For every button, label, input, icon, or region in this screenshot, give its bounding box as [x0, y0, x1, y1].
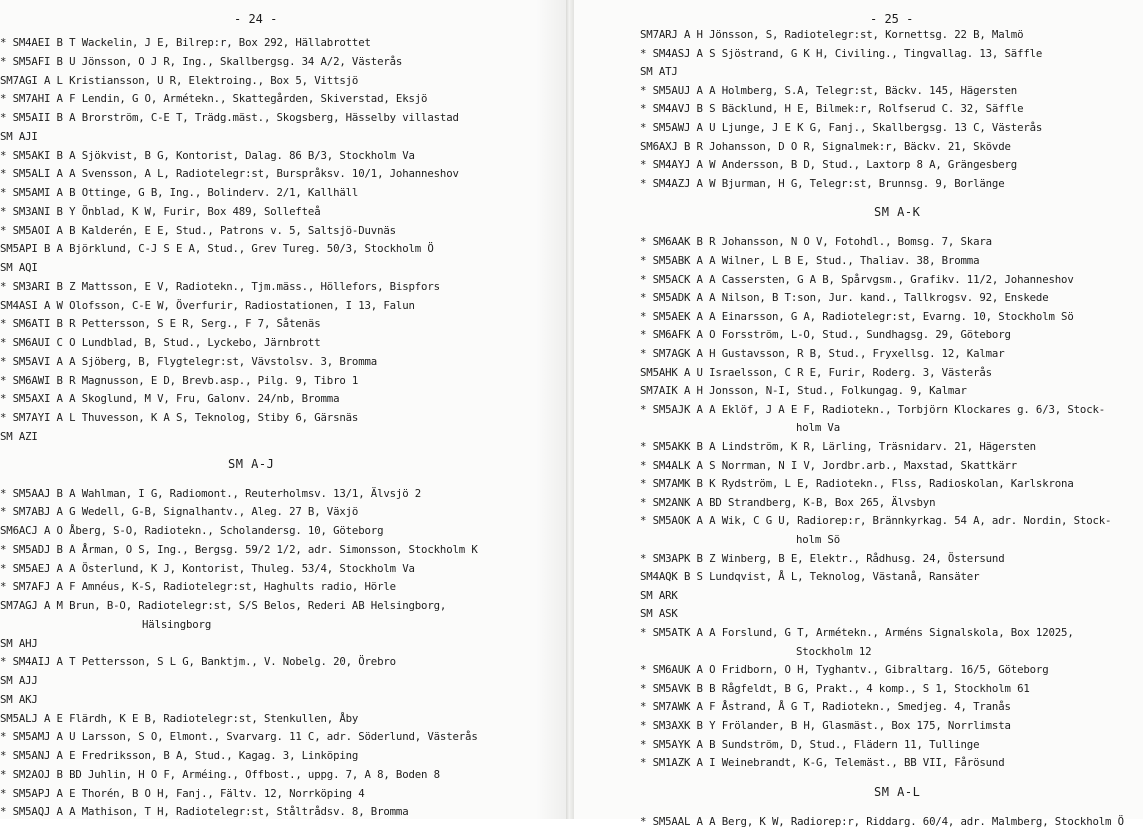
directory-entry: SM6ACJ A O Åberg, S-O, Radiotekn., Scholandersg. 10, Göteborg [0, 524, 384, 537]
directory-entry: * SM7AFJ A F Amnéus, K-S, Radiotelegr:st, Haghults radio, Hörle [0, 580, 396, 594]
directory-entry: * SM5AYK A B Sundström, D, Stud., Flädern 11, Tullinge [640, 737, 980, 751]
directory-entry: SM5AHK A U Israelsson, C R E, Furir, Roderg. 3, Västerås [640, 365, 992, 379]
page-shadow [536, 0, 566, 819]
directory-entry: * SM5AVK B B Rågfeldt, B G, Prakt., 4 komp., S 1, Stockholm 61 [640, 681, 1030, 695]
entry-continuation: holm Sö [796, 533, 840, 546]
directory-entry: * SM5AAL A A Berg, K W, Radiorep:r, Riddarg. 60/4, adr. Malmberg, Stockholm Ö [640, 814, 1124, 828]
directory-entry: * SM7AYI A L Thuvesson, K A S, Teknolog, Stiby 6, Gärsnäs [0, 411, 359, 424]
directory-entry: * SM7AWK A F Åstrand, Å G T, Radiotekn., Smedjeg. 4, Tranås [640, 700, 1011, 714]
directory-entry: SM AJJ [0, 674, 38, 687]
directory-entry: * SM6ATI B R Pettersson, S E R, Serg., F 7, Såtenäs [0, 317, 321, 331]
entry-continuation: Stockholm 12 [796, 644, 872, 658]
directory-entry: * SM5AAJ B A Wahlman, I G, Radiomont., Reuterholmsv. 13/1, Älvsjö 2 [0, 486, 422, 500]
directory-entry: * SM5AXI A A Skoglund, M V, Fru, Galonv. 24/nb, Bromma [0, 392, 340, 406]
directory-entry: * SM6AAK B R Johansson, N O V, Fotohdl., Bomsg. 7, Skara [640, 235, 992, 249]
entry-continuation: holm Va [796, 421, 840, 435]
directory-entry: SM5API B A Björklund, C-J S E A, Stud., Grev Tureg. 50/3, Stockholm Ö [0, 242, 434, 256]
directory-entry: * SM5ADK A A Nilson, B T:son, Jur. kand., Tallkrogsv. 92, Enskede [640, 291, 1049, 305]
book-gutter [566, 0, 574, 819]
directory-entry: * SM5ABK A A Wilner, L B E, Stud., Thaliav. 38, Bromma [640, 254, 980, 267]
directory-entry: * SM4AIJ A T Pettersson, S L G, Banktjm., V. Nobelg. 20, Örebro [0, 655, 396, 669]
directory-entry: * SM5AUJ A A Holmberg, S.A, Telegr:st, Bäckv. 145, Hägersten [640, 83, 1018, 97]
directory-entry: * SM3ARI B Z Mattsson, E V, Radiotekn., Tjm.mäss., Höllefors, Bispfors [0, 279, 440, 293]
page-number: - 25 - [870, 12, 914, 26]
directory-entry: * SM1AZK A I Weinebrandt, K-G, Telemäst., BB VII, Fårösund [640, 756, 1005, 770]
directory-entry: * SM5AKI B A Sjökvist, B G, Kontorist, Dalag. 86 B/3, Stockholm Va [0, 148, 415, 162]
directory-entry: * SM5AMJ A U Larsson, S O, Elmont., Svarvarg. 11 C, adr. Söderlund, Västerås [0, 730, 478, 744]
directory-entry: * SM5ADJ B A Årman, O S, Ing., Bergsg. 59/2 1/2, adr. Simonsson, Stockholm K [0, 542, 478, 556]
directory-entry: SM AZI [0, 429, 38, 443]
directory-entry: SM ARK [640, 588, 678, 602]
directory-entry: SM7AGI A L Kristiansson, U R, Elektroing., Box 5, Vittsjö [0, 73, 359, 87]
directory-entry: SM ASK [640, 607, 678, 621]
directory-entry: * SM7ABJ A G Wedell, G-B, Signalhantv., Aleg. 27 B, Växjö [0, 505, 359, 519]
directory-entry: * SM2AOJ B BD Juhlin, H O F, Arméing., Offbost., uppg. 7, A 8, Boden 8 [0, 767, 440, 781]
directory-entry: * SM6AUK A O Fridborn, O H, Tyghantv., Gibraltarg. 16/5, Göteborg [640, 663, 1049, 677]
directory-entry: * SM5ACK A A Cassersten, G A B, Spårvgsm., Grafikv. 11/2, Johanneshov [640, 272, 1074, 286]
directory-entry: * SM5ATK A A Forslund, G T, Armétekn., Arméns Signalskola, Box 12025, [640, 626, 1074, 639]
directory-entry: * SM5APJ A E Thorén, B O H, Fanj., Fältv. 12, Norrköping 4 [0, 786, 365, 800]
directory-entry: * SM5AWJ A U Ljunge, J E K G, Fanj., Skallbergsg. 13 C, Västerås [640, 121, 1043, 134]
directory-entry: * SM7AGK A H Gustavsson, R B, Stud., Fryxellsg. 12, Kalmar [640, 347, 1005, 360]
directory-entry: SM ATJ [640, 65, 678, 79]
directory-entry: * SM3APK B Z Winberg, B E, Elektr., Rådhusg. 24, Östersund [640, 551, 1005, 565]
directory-entry: * SM6AFK A O Forsström, L-O, Stud., Sundhagsg. 29, Göteborg [640, 328, 1011, 342]
directory-entry: * SM4ALK A S Norrman, N I V, Jordbr.arb., Maxstad, Skattkärr [640, 458, 1018, 472]
page-number: - 24 - [234, 12, 278, 26]
directory-entry: * SM4ASJ A S Sjöstrand, G K H, Civiling., Tingvallag. 13, Säffle [640, 46, 1043, 60]
right-page [574, 0, 1143, 828]
directory-entry: * SM3ANI B Y Önblad, K W, Furir, Box 489, Sollefteå [0, 204, 321, 218]
directory-entry: * SM5ALI A A Svensson, A L, Radiotelegr:st, Burspråksv. 10/1, Johanneshov [0, 167, 459, 181]
directory-entry: * SM6AUI C O Lundblad, B, Stud., Lyckebo, Järnbrott [0, 336, 321, 349]
directory-entry: * SM5AVI A A Sjöberg, B, Flygtelegr:st, Vävstolsv. 3, Bromma [0, 354, 378, 368]
directory-entry: * SM5ANJ A E Fredriksson, B A, Stud., Kagag. 3, Linköping [0, 749, 359, 762]
section-heading: SM A-K [874, 205, 921, 220]
directory-entry: * SM5AKK B A Lindström, K R, Lärling, Träsnidarv. 21, Hägersten [640, 440, 1036, 453]
left-page [0, 0, 566, 819]
directory-entry: * SM5AJK A A Eklöf, J A E F, Radiotekn., Torbjörn Klockares g. 6/3, Stock- [640, 402, 1106, 416]
directory-entry: * SM7AMK B K Rydström, L E, Radiotekn., Flss, Radioskolan, Karlskrona [640, 477, 1074, 491]
section-heading: SM A-J [228, 456, 275, 471]
directory-entry: SM5ALJ A E Flärdh, K E B, Radiotelegr:st, Stenkullen, Åby [0, 711, 359, 725]
directory-entry: * SM2ANK A BD Strandberg, K-B, Box 265, Älvsbyn [640, 495, 936, 509]
directory-entry: * SM7AHI A F Lendin, G O, Armétekn., Skattegården, Skiverstad, Eksjö [0, 92, 428, 106]
directory-entry: SM AJI [0, 129, 38, 143]
directory-entry: * SM4AVJ B S Bäcklund, H E, Bilmek:r, Rolfserud C. 32, Säffle [640, 102, 1024, 116]
directory-entry: SM7AIK A H Jonsson, N-I, Stud., Folkungag. 9, Kalmar [640, 384, 967, 398]
directory-entry: SM AHJ [0, 636, 38, 650]
directory-entry: * SM5AEK A A Einarsson, G A, Radiotelegr:st, Evarng. 10, Stockholm Sö [640, 309, 1074, 323]
directory-entry: SM AKJ [0, 692, 38, 706]
section-heading: SM A-L [874, 784, 921, 799]
directory-entry: * SM4AZJ A W Bjurman, H G, Telegr:st, Brunnsg. 9, Borlänge [640, 176, 1005, 190]
directory-entry: SM7ARJ A H Jönsson, S, Radiotelegr:st, Kornettsg. 22 B, Malmö [640, 28, 1024, 41]
directory-entry: SM4AQK B S Lundqvist, Å L, Teknolog, Västanå, Ransäter [640, 570, 980, 584]
directory-entry: SM6AXJ B R Johansson, D O R, Signalmek:r, Bäckv. 21, Skövde [640, 139, 1011, 153]
directory-entry: SM4ASI A W Olofsson, C-E W, Överfurir, Radiostationen, I 13, Falun [0, 298, 415, 312]
directory-entry: * SM5AFI B U Jönsson, O J R, Ing., Skallbergsg. 34 A/2, Västerås [0, 54, 403, 68]
directory-entry: SM AQI [0, 261, 38, 274]
directory-entry: * SM5AOI A B Kalderén, E E, Stud., Patrons v. 5, Saltsjö-Duvnäs [0, 223, 396, 237]
directory-entry: * SM3AXK B Y Frölander, B H, Glasmäst., Box 175, Norrlimsta [640, 719, 1011, 732]
directory-entry: * SM4AYJ A W Andersson, B D, Stud., Laxtorp 8 A, Grängesberg [640, 158, 1018, 172]
directory-entry: * SM5AMI A B Ottinge, G B, Ing., Bolinderv. 2/1, Kallhäll [0, 186, 359, 199]
entry-continuation: Hälsingborg [142, 617, 212, 631]
directory-entry: * SM6AWI B R Magnusson, E D, Brevb.asp., Pilg. 9, Tibro 1 [0, 373, 359, 387]
directory-entry: * SM5AII B A Brorström, C-E T, Trädg.mäst., Skogsberg, Hässelby villastad [0, 111, 459, 124]
directory-entry: * SM5AOK A A Wik, C G U, Radiorep:r, Brännkyrkag. 54 A, adr. Nordin, Stock- [640, 514, 1112, 528]
directory-entry: * SM4AEI B T Wackelin, J E, Bilrep:r, Box 292, Hällabrottet [0, 36, 371, 49]
directory-entry: * SM5AEJ A A Österlund, K J, Kontorist, Thuleg. 53/4, Stockholm Va [0, 561, 415, 575]
directory-entry: * SM5AQJ A A Mathison, T H, Radiotelegr:st, Ståltrådsv. 8, Bromma [0, 805, 409, 819]
directory-entry: SM7AGJ A M Brun, B-O, Radiotelegr:st, S/S Belos, Rederi AB Helsingborg, [0, 599, 447, 612]
